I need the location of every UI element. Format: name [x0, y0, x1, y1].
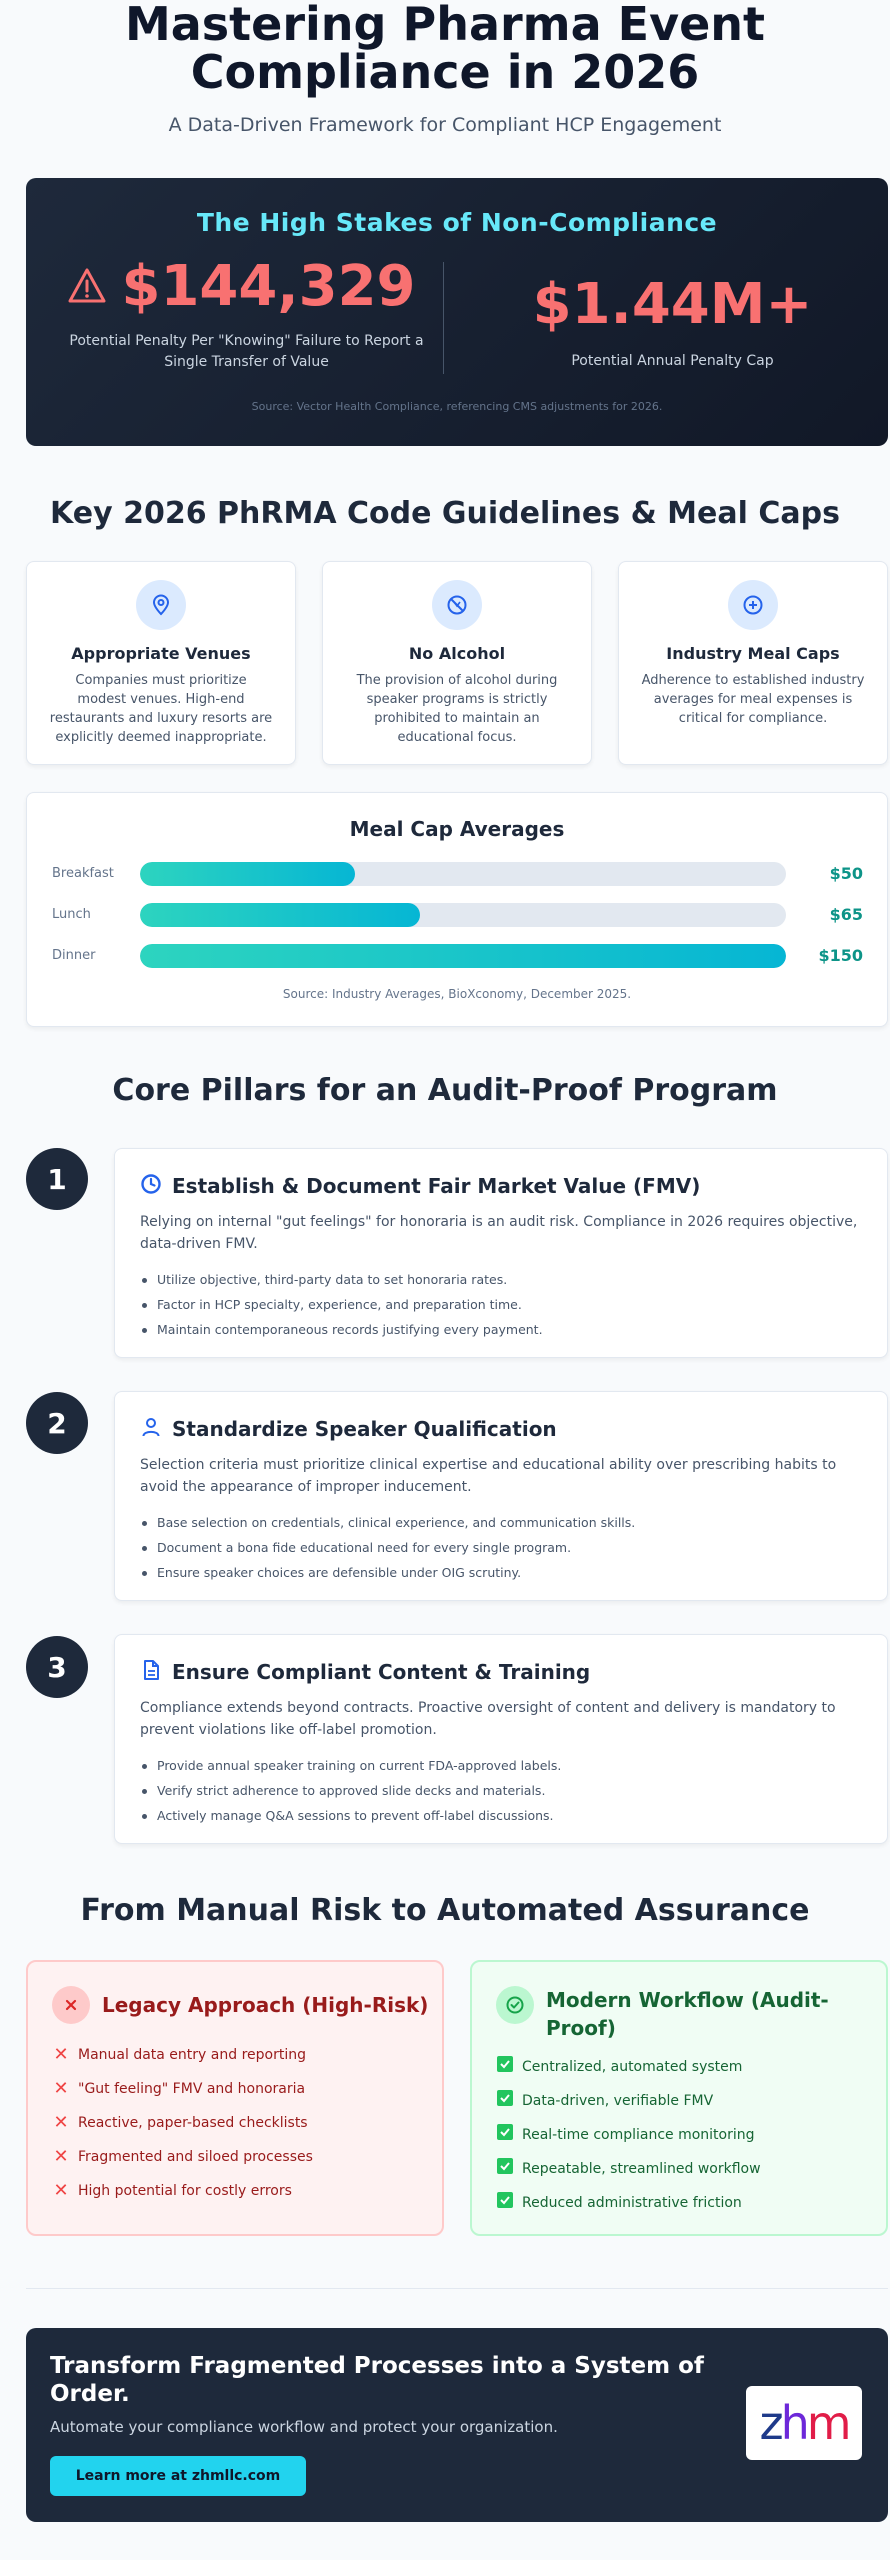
stakes-left: [26, 253, 457, 373]
modern-item: [496, 2118, 886, 2152]
meal-value: $65: [829, 905, 863, 924]
legacy-item-text: Manual data entry and reporting: [78, 2047, 306, 2063]
check-box-icon: [496, 2050, 514, 2084]
x-mark-icon: ✕: [53, 2112, 69, 2133]
pillar-bullet: Factor in HCP specialty, experience, and preparation time.: [157, 1292, 887, 1317]
no-alcohol-icon: [432, 580, 482, 630]
pillars-title: Core Pillars for an Audit-Proof Program: [112, 1073, 778, 1108]
annual-penalty-cap-label: Potential Annual Penalty Cap: [571, 353, 774, 369]
pillar-bullet: Ensure speaker choices are defensible under OIG scrutiny.: [157, 1560, 887, 1585]
modern-item: [496, 2084, 886, 2118]
pillar-bullets: [157, 1753, 887, 1828]
pillar-title: Ensure Compliant Content & Training: [172, 1660, 591, 1684]
comparison-title: From Manual Risk to Automated Assurance: [80, 1893, 810, 1928]
modern-item-text: Repeatable, streamlined workflow: [522, 2161, 761, 2177]
modern-item: [496, 2152, 886, 2186]
pillar-number: 1: [26, 1148, 88, 1210]
meal-row-dinner: [27, 943, 887, 969]
pillar-number: 3: [26, 1636, 88, 1698]
legacy-item-text: High potential for costly errors: [78, 2183, 292, 2199]
guideline-desc: The provision of alcohol during speaker programs is strictly prohibited to maintain an educational focus.: [356, 673, 558, 745]
logo-text: zhm: [759, 2396, 849, 2450]
modern-item-text: Data-driven, verifiable FMV: [522, 2093, 714, 2109]
legacy-item: [52, 2140, 442, 2174]
penalty-per-failure: [67, 253, 415, 321]
legacy-item-text: "Gut feeling" FMV and honoraria: [78, 2081, 306, 2097]
check-box-icon: [496, 2084, 514, 2118]
pillar-bullets: [157, 1267, 887, 1342]
legacy-approach-card: [26, 1960, 444, 2236]
modern-title: Modern Workflow (Audit-Proof): [546, 1988, 829, 2040]
guideline-desc: Adherence to established industry averages for meal expenses is critical for compliance.: [641, 673, 865, 726]
guideline-card-alcohol: [322, 561, 592, 765]
x-mark-icon: ✕: [53, 2044, 69, 2065]
legacy-item: [52, 2072, 442, 2106]
meal-cap-source: Source: Industry Averages, BioXconomy, December 2025.: [282, 987, 632, 1001]
x-mark-icon: ✕: [53, 2180, 69, 2201]
pillar-desc: Compliance extends beyond contracts. Proactive oversight of content and delivery is mandatory to prevent violations like off-label promotion.: [140, 1700, 836, 1738]
legacy-item: [52, 2106, 442, 2140]
check-box-icon: [496, 2186, 514, 2220]
cta-title: Transform Fragmented Processes into a System of Order.: [50, 2353, 704, 2407]
annual-penalty-cap-value: $1.44M+: [532, 272, 813, 337]
pillar-bullet: Provide annual speaker training on current FDA-approved labels.: [157, 1753, 887, 1778]
x-mark-icon: ✕: [53, 2078, 69, 2099]
guideline-title: Appropriate Venues: [71, 644, 251, 663]
stakes-right: [457, 253, 888, 373]
pillar-card-fmv: [114, 1148, 888, 1358]
guideline-desc: Companies must prioritize modest venues. High-end restaurants and luxury resorts are explicitly deemed inappropriate.: [49, 673, 273, 745]
document-icon: [140, 1659, 162, 1685]
meal-value: $150: [818, 946, 863, 965]
modern-workflow-card: [470, 1960, 888, 2236]
stakes-divider: [443, 262, 444, 374]
user-icon: [140, 1416, 162, 1442]
modern-item-text: Real-time compliance monitoring: [522, 2127, 755, 2143]
page-header: [0, 0, 890, 136]
pillar-card-speaker: [114, 1391, 888, 1601]
meal-row-breakfast: [27, 861, 887, 887]
guidelines-title: Key 2026 PhRMA Code Guidelines & Meal Caps: [50, 496, 840, 531]
pillar-desc: Relying on internal "gut feelings" for honoraria is an audit risk. Compliance in 2026 requires objective, data-driven FMV.: [140, 1214, 858, 1252]
guideline-card-venues: [26, 561, 296, 765]
meal-bar-track: [140, 903, 786, 927]
legacy-item-text: Reactive, paper-based checklists: [78, 2115, 308, 2131]
check-box-icon: [496, 2118, 514, 2152]
close-icon: [52, 1986, 90, 2024]
page-subtitle: A Data-Driven Framework for Compliant HCP Engagement: [168, 114, 722, 136]
pillar-bullets: [157, 1510, 887, 1585]
legacy-item: [52, 2174, 442, 2208]
meal-cap-card: [26, 792, 888, 1027]
meal-bar-fill: [140, 862, 355, 886]
guideline-title: No Alcohol: [408, 644, 506, 663]
legacy-list: [52, 2038, 442, 2208]
pillar-bullet: Maintain contemporaneous records justifying every payment.: [157, 1317, 887, 1342]
penalty-per-failure-label: Potential Penalty Per "Knowing" Failure to Report a Single Transfer of Value: [69, 333, 424, 370]
pillar-card-content: [114, 1634, 888, 1844]
modern-item-text: Centralized, automated system: [522, 2059, 743, 2075]
check-circle-icon: [496, 1986, 534, 2024]
guideline-card-meal-caps: [618, 561, 888, 765]
company-logo: [746, 2386, 862, 2460]
pillar-title: Standardize Speaker Qualification: [172, 1417, 557, 1441]
meal-value: $50: [829, 864, 863, 883]
cta-subtitle: Automate your compliance workflow and protect your organization.: [50, 2418, 558, 2436]
plus-circle-icon: [728, 580, 778, 630]
meal-label: Lunch: [52, 907, 91, 922]
legacy-title: Legacy Approach (High-Risk): [102, 1993, 429, 2017]
modern-list: [496, 2050, 886, 2220]
pillar-title: Establish & Document Fair Market Value (FMV): [172, 1174, 701, 1198]
pillar-bullet: Document a bona fide educational need for every single program.: [157, 1535, 887, 1560]
pillar-bullet: Utilize objective, third-party data to set honoraria rates.: [157, 1267, 887, 1292]
legacy-item-text: Fragmented and siloed processes: [78, 2149, 313, 2165]
modern-item: [496, 2186, 886, 2220]
check-box-icon: [496, 2152, 514, 2186]
stakes-source: Source: Vector Health Compliance, referencing CMS adjustments for 2026.: [251, 400, 663, 413]
pillar-number: 2: [26, 1392, 88, 1454]
warning-icon: [67, 253, 107, 321]
page-title: [0, 0, 890, 99]
stakes-panel: [26, 178, 888, 446]
page-title-line-2: Compliance in 2026: [190, 45, 700, 99]
meal-bar-track: [140, 944, 786, 968]
pillar-bullet: Actively manage Q&A sessions to prevent off-label discussions.: [157, 1803, 887, 1828]
meal-bar-fill: [140, 944, 786, 968]
modern-item-text: Reduced administrative friction: [522, 2195, 742, 2211]
meal-label: Dinner: [52, 948, 96, 963]
meal-row-lunch: [27, 902, 887, 928]
map-pin-icon: [136, 580, 186, 630]
legacy-item: [52, 2038, 442, 2072]
pillar-bullet: Base selection on credentials, clinical experience, and communication skills.: [157, 1510, 887, 1535]
guideline-title: Industry Meal Caps: [666, 644, 840, 663]
section-divider: [26, 2288, 888, 2289]
clock-icon: [140, 1173, 162, 1199]
meal-cap-title: Meal Cap Averages: [349, 817, 565, 841]
penalty-per-failure-value: $144,329: [121, 254, 416, 319]
meal-bar-fill: [140, 903, 420, 927]
learn-more-button[interactable]: Learn more at zhmllc.com: [50, 2456, 306, 2496]
pillar-desc: Selection criteria must prioritize clinical expertise and educational ability over prescribing habits to avoid the appearance of improper inducement.: [140, 1457, 837, 1495]
x-mark-icon: ✕: [53, 2146, 69, 2167]
meal-label: Breakfast: [52, 866, 114, 881]
stakes-title: The High Stakes of Non-Compliance: [196, 208, 718, 237]
cta-banner: [26, 2328, 888, 2522]
page-title-line-1: Mastering Pharma Event: [124, 0, 766, 51]
meal-bar-track: [140, 862, 786, 886]
modern-item: [496, 2050, 886, 2084]
pillar-bullet: Verify strict adherence to approved slide decks and materials.: [157, 1778, 887, 1803]
